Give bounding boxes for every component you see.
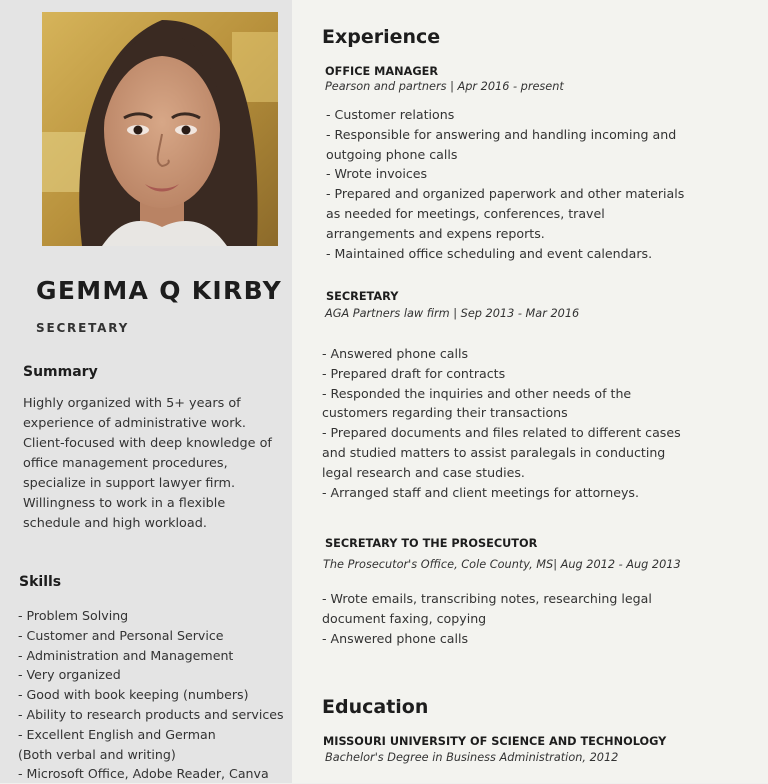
duty-line: - Answered phone calls: [322, 346, 469, 361]
duty-line: and studied matters to assist paralegals in conducting: [322, 444, 666, 460]
job-meta: The Prosecutor's Office, Cole County, MS| Aug 2012 - Aug 2013: [323, 558, 681, 571]
skill-item: - Good with book keeping (numbers): [18, 687, 249, 703]
skill-item: - Microsoft Office, Adobe Reader, Canva: [18, 766, 269, 782]
duty-line: outgoing phone calls: [326, 146, 458, 162]
school-name: MISSOURI UNIVERSITY OF SCIENCE AND TECHNOLOGY: [323, 735, 667, 748]
experience-heading: Experience: [322, 26, 441, 48]
duty-line: - Maintained office scheduling and event calendars.: [326, 245, 653, 261]
summary-line: office management procedures,: [23, 456, 228, 471]
duty-line: - Answered phone calls: [322, 630, 469, 646]
skill-item: (Both verbal and writing): [18, 746, 176, 762]
skill-item: - Problem Solving: [18, 608, 129, 623]
profile-photo: [42, 12, 278, 246]
skill-item: - Administration and Management: [18, 647, 234, 663]
duty-line: as needed for meetings, conferences, travel: [326, 205, 605, 221]
skills-list: [18, 606, 288, 784]
job-duties: [326, 105, 684, 263]
duty-line: - Responded the inquiries and other needs of the: [322, 385, 632, 401]
summary-line: experience of administrative work.: [23, 416, 246, 431]
job-meta: AGA Partners law firm | Sep 2013 - Mar 2016: [325, 307, 580, 320]
summary-line: Highly organized with 5+ years of: [23, 396, 241, 411]
summary-line: Willingness to work in a flexible: [23, 496, 226, 511]
education-heading: Education: [322, 696, 429, 718]
skill-item: - Customer and Personal Service: [18, 627, 224, 643]
duty-line: arrangements and expens reports.: [326, 225, 545, 241]
job-title: SECRETARY TO THE PROSECUTOR: [325, 537, 538, 550]
job-title: SECRETARY: [326, 290, 399, 303]
duty-line: - Customer relations: [326, 107, 455, 122]
degree: Bachelor's Degree in Business Administration, 2012: [325, 751, 619, 764]
summary-line: Client-focused with deep knowledge of: [23, 436, 272, 451]
duty-line: - Responsible for answering and handling incoming and: [326, 126, 677, 142]
job-meta: Pearson and partners | Apr 2016 - present: [325, 80, 564, 93]
duty-line: - Prepared documents and files related to different cases: [322, 425, 681, 441]
duty-line: - Wrote invoices: [326, 166, 428, 182]
skills-heading: Skills: [19, 574, 62, 590]
skill-item: - Excellent English and German: [18, 726, 216, 742]
left-column: [0, 0, 292, 783]
job-duties: [322, 589, 652, 648]
job-duties: [322, 344, 681, 502]
skill-item: - Ability to research products and services: [18, 706, 284, 722]
summary-line: specialize in support lawyer firm.: [23, 476, 236, 491]
duty-line: customers regarding their transactions: [322, 405, 568, 421]
summary-heading: Summary: [23, 364, 98, 380]
duty-line: - Prepared draft for contracts: [322, 365, 506, 381]
candidate-role: SECRETARY: [36, 321, 130, 335]
duty-line: document faxing, copying: [322, 610, 487, 626]
summary-text: [23, 394, 285, 534]
duty-line: - Arranged staff and client meetings for attorneys.: [322, 484, 639, 500]
duty-line: - Prepared and organized paperwork and other materials: [326, 186, 685, 202]
summary-line: schedule and high workload.: [23, 516, 207, 531]
skill-item: - Very organized: [18, 667, 121, 683]
duty-line: - Wrote emails, transcribing notes, researching legal: [322, 591, 652, 606]
job-title: OFFICE MANAGER: [325, 65, 439, 78]
candidate-name: GEMMA Q KIRBY: [36, 276, 282, 305]
right-column: [292, 0, 768, 783]
duty-line: legal research and case studies.: [322, 464, 525, 480]
